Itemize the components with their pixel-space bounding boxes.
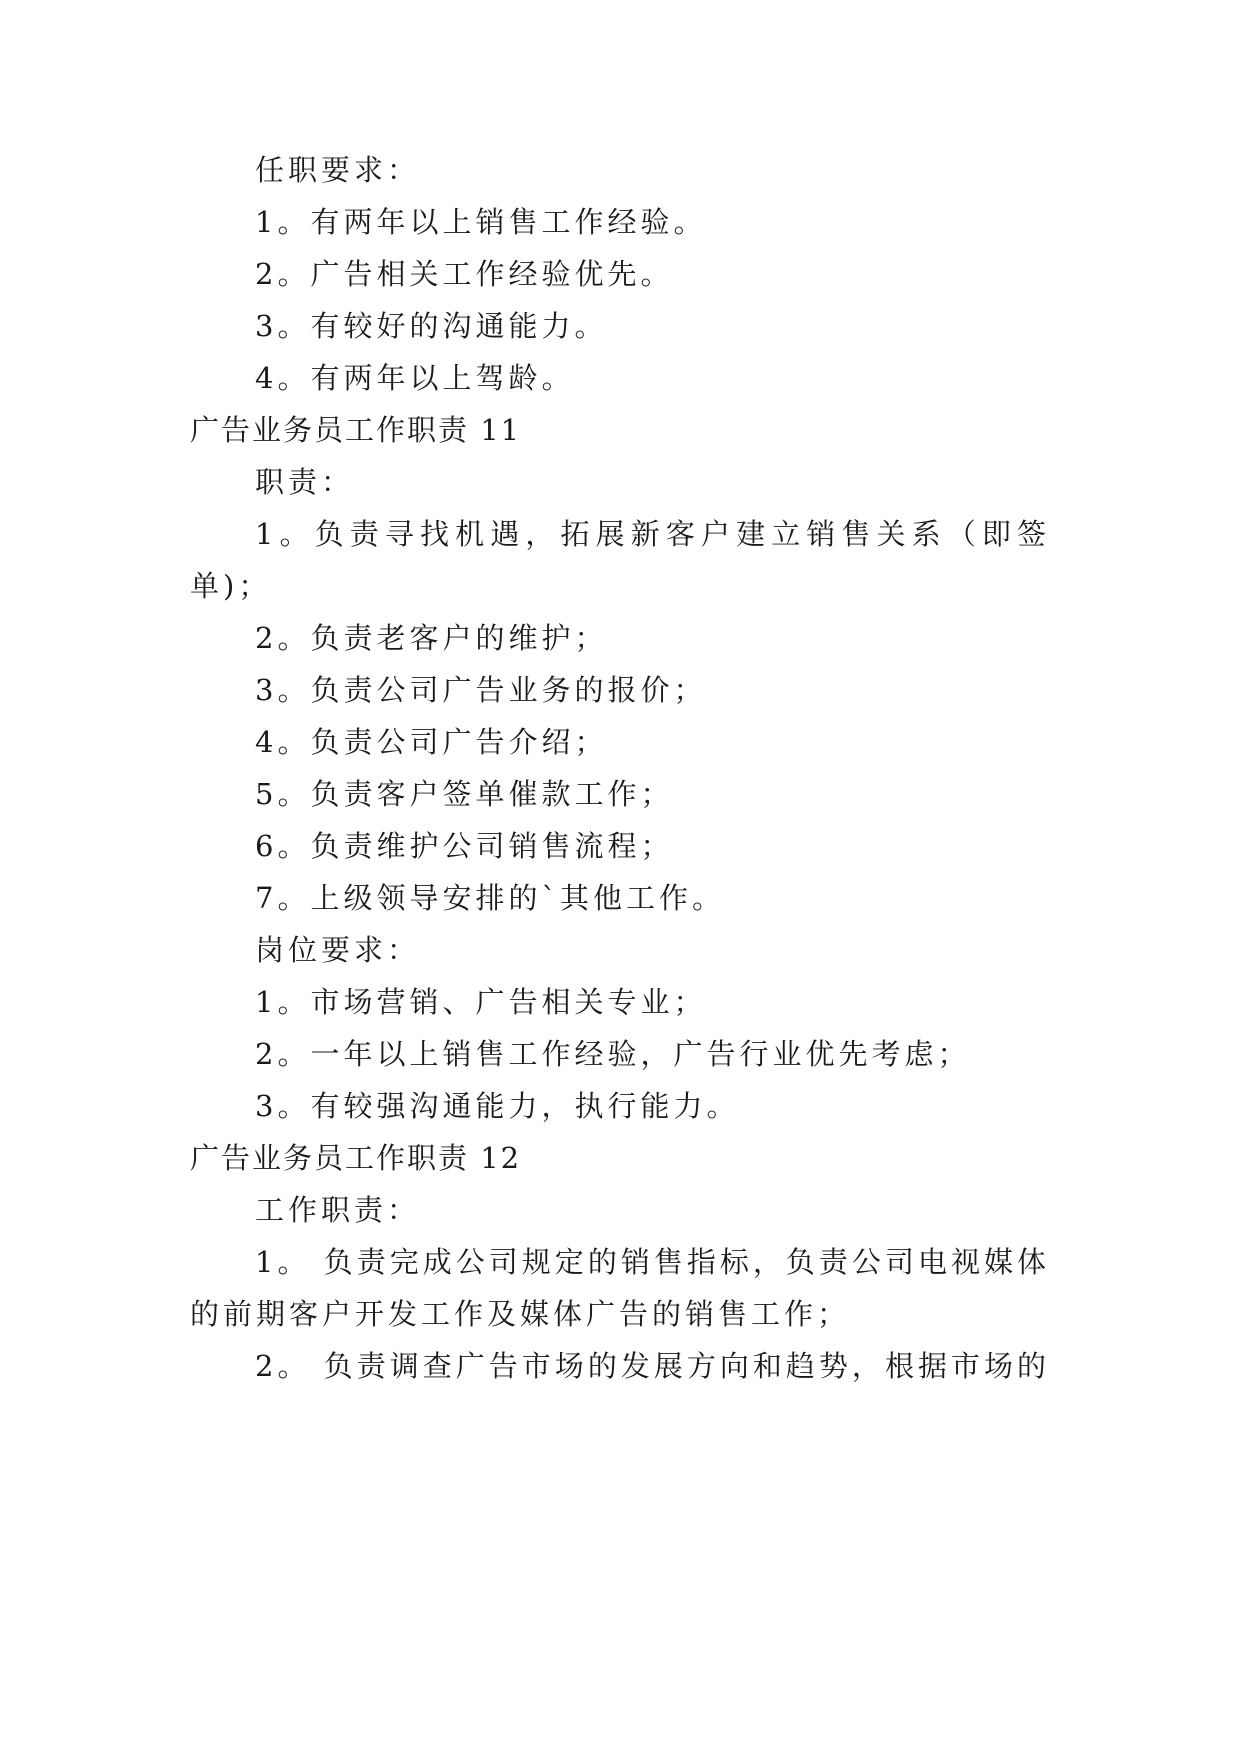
list-item: 1。市场营销、广告相关专业；	[255, 985, 707, 1019]
list-item: 1。负责寻找机遇，拓展新客户建立销售关系（即签	[255, 517, 1050, 551]
list-item: 5。负责客户签单催款工作；	[255, 777, 674, 811]
list-item: 1。 负责完成公司规定的销售指标，负责公司电视媒体	[255, 1245, 1050, 1279]
list-item-continuation: 的前期客户开发工作及媒体广告的销售工作；	[190, 1297, 851, 1331]
list-item: 2。 负责调查广告市场的发展方向和趋势，根据市场的	[255, 1349, 1050, 1383]
list-item: 7。上级领导安排的`其他工作。	[255, 881, 725, 915]
section-heading-job-duties: 工作职责：	[255, 1193, 421, 1227]
list-item: 6。负责维护公司销售流程；	[255, 829, 674, 863]
section-heading-duties: 职责：	[255, 465, 355, 499]
list-item: 2。一年以上销售工作经验，广告行业优先考虑；	[255, 1037, 971, 1071]
list-item: 2。广告相关工作经验优先。	[255, 257, 674, 291]
list-item: 3。有较强沟通能力，执行能力。	[255, 1089, 740, 1123]
list-item: 3。有较好的沟通能力。	[255, 309, 608, 343]
section-heading-requirements: 任职要求：	[255, 153, 421, 187]
article-title-12: 广告业务员工作职责 12	[190, 1141, 522, 1175]
list-item: 3。负责公司广告业务的报价；	[255, 673, 707, 707]
article-title-11: 广告业务员工作职责 11	[190, 413, 522, 447]
list-item-continuation: 单)；	[190, 569, 272, 603]
list-item: 1。有两年以上销售工作经验。	[255, 205, 707, 239]
list-item: 4。有两年以上驾龄。	[255, 361, 575, 395]
list-item: 2。负责老客户的维护；	[255, 621, 608, 655]
section-heading-position-requirements: 岗位要求：	[255, 933, 421, 967]
list-item: 4。负责公司广告介绍；	[255, 725, 608, 759]
